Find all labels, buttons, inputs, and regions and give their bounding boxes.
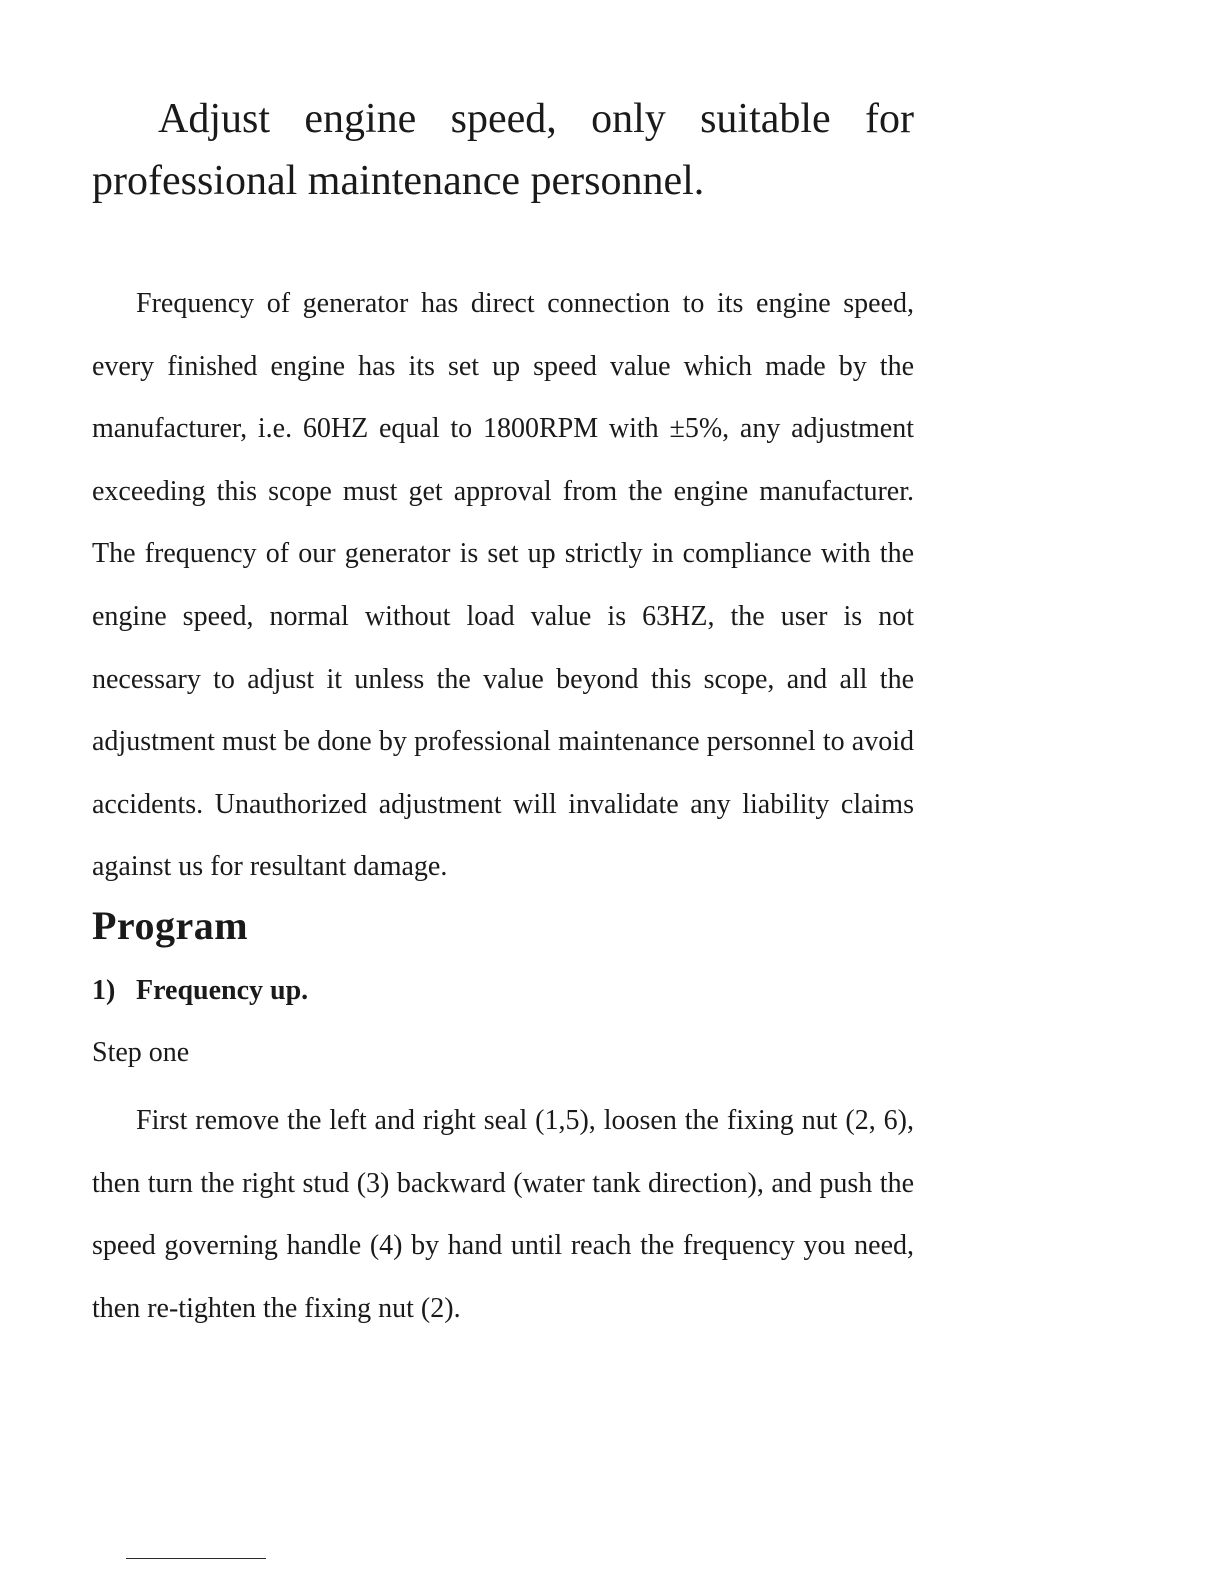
subsection-heading xyxy=(92,975,308,1007)
intro-statement: Adjust engine speed, only suitable for professional maintenance personnel. xyxy=(92,96,914,204)
step-label: Step one xyxy=(92,1037,190,1068)
subsection-title: Frequency up. xyxy=(136,975,309,1006)
subsection-number: 1) xyxy=(92,975,116,1006)
frequency-explanation-paragraph: Frequency of generator has direct connection to its engine speed, every finished engine has its set up speed value which made by the manufacturer, i.e. 60HZ equal to 1800RPM with ±5%, any adjustment exceeding this scope must get approval from the engine manufacturer. The frequency of our generator is set up strictly in compliance with the engine speed, normal without load value is 63HZ, the user is not necessary to adjust it unless the value beyond this scope, and all the adjustment must be done by professional maintenance personnel to avoid accidents. Unauthorized adjustment will invalidate any liability claims against us for resultant damage. xyxy=(92,288,914,883)
step-one-instructions: First remove the left and right seal (1,5), loosen the fixing nut (2, 6), then turn the right stud (3) backward (water tank direction), and push the speed governing handle (4) by hand until reach the frequency you need, then re-tighten the fixing nut (2). xyxy=(92,1105,914,1324)
section-heading: Program xyxy=(92,903,249,948)
footnote-divider xyxy=(126,1558,266,1559)
